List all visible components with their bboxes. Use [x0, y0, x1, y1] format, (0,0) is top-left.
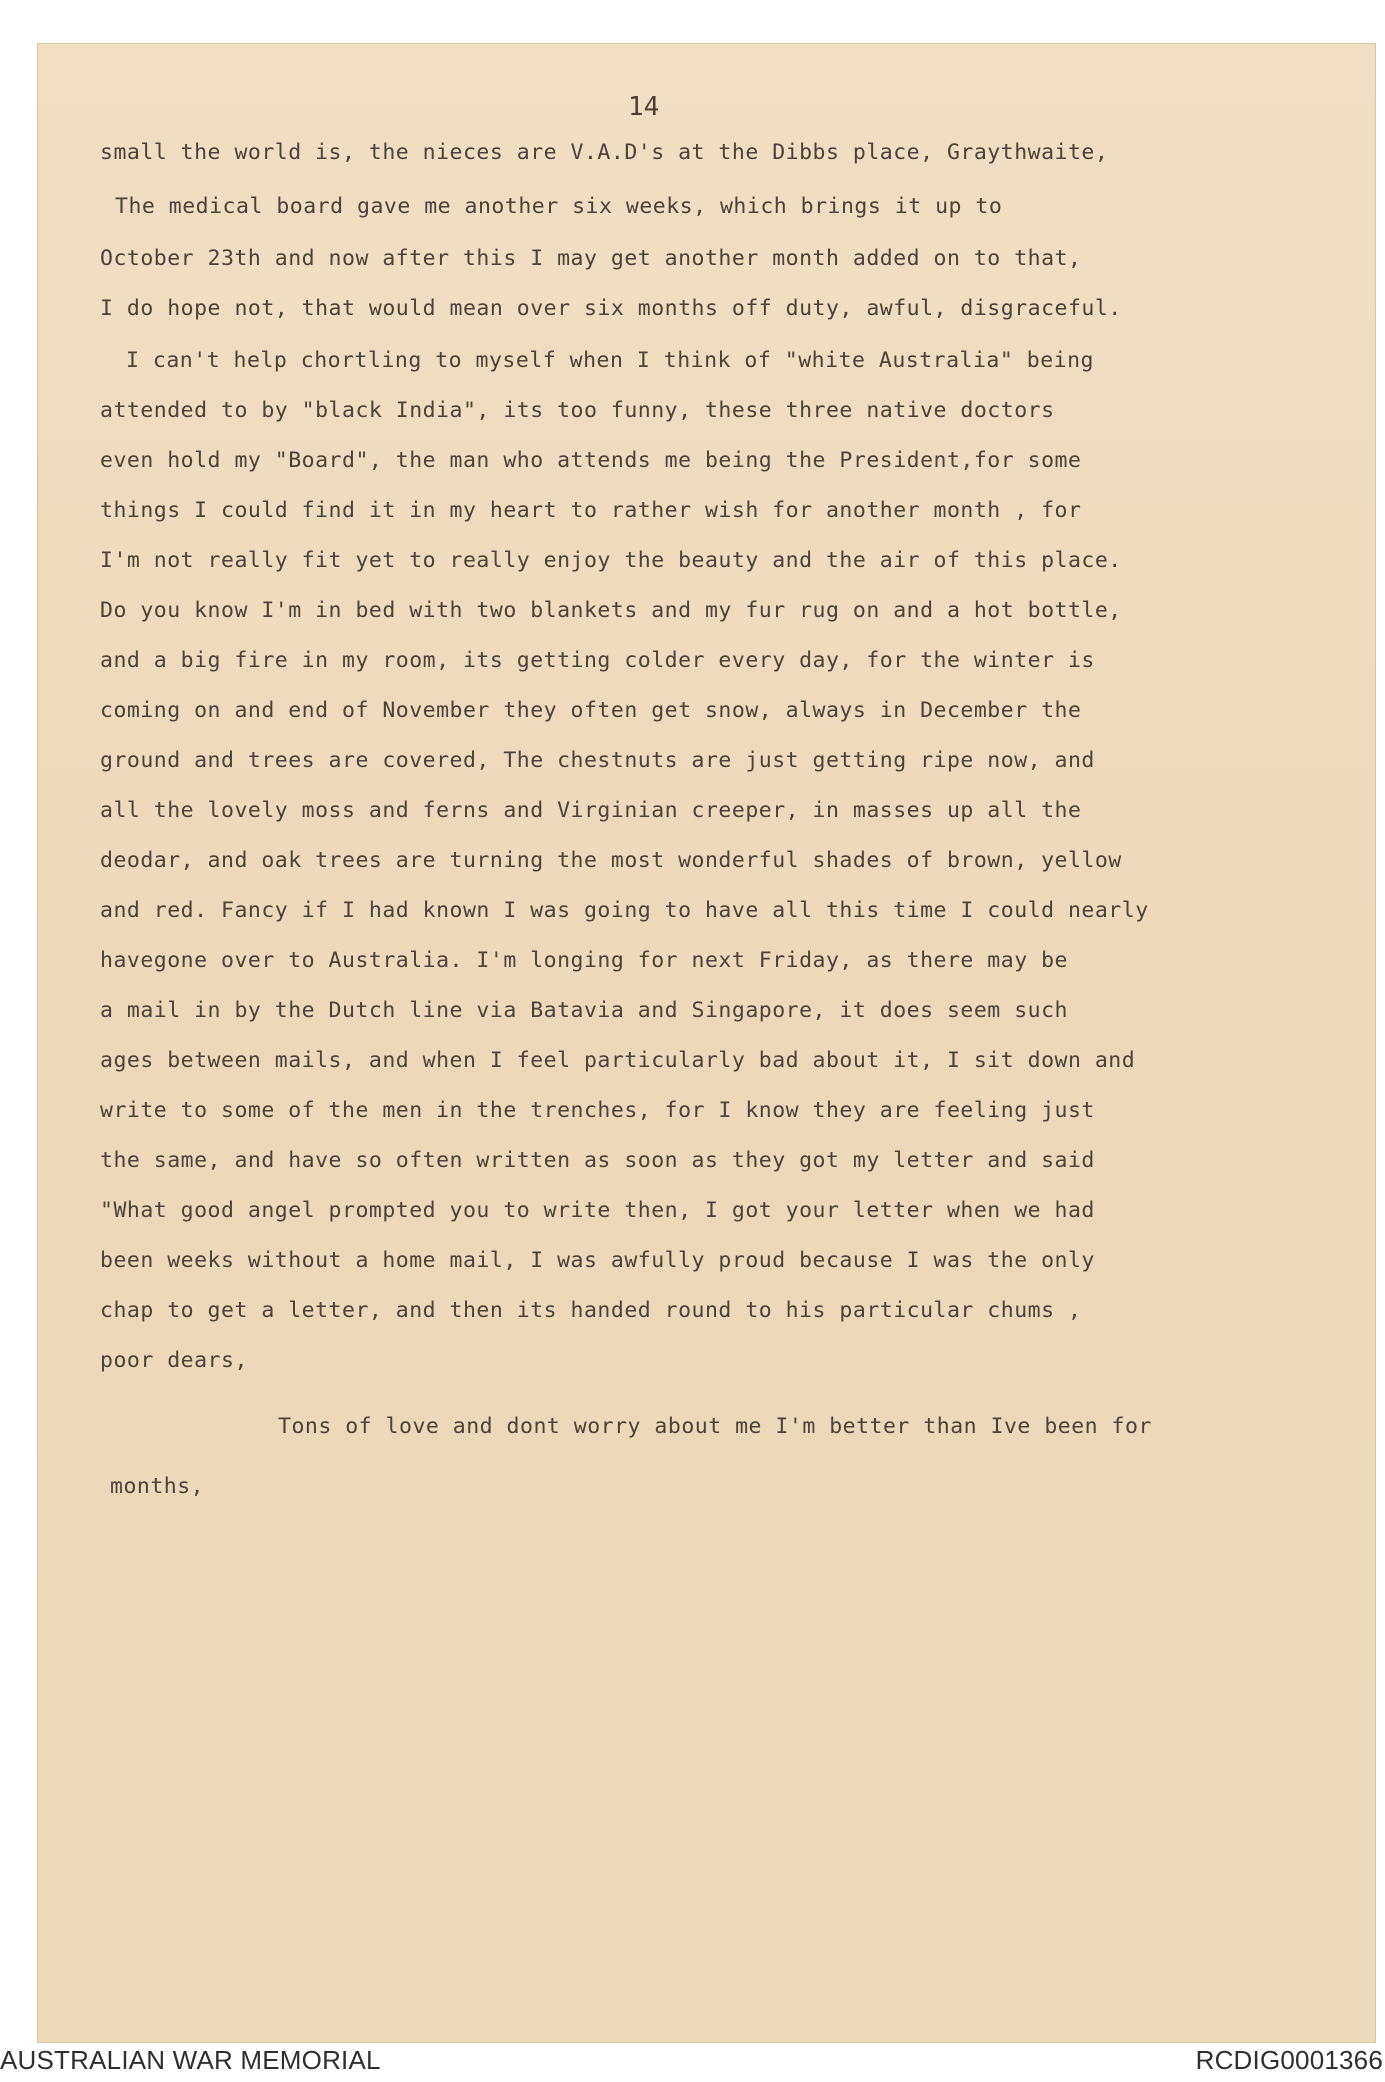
text-line: The medical board gave me another six weeks, which brings it up to — [115, 194, 1003, 219]
text-line: even hold my "Board", the man who attends me being the President,for some — [100, 448, 1082, 473]
text-line: "What good angel prompted you to write then, I got your letter when we had — [100, 1198, 1095, 1223]
text-line: small the world is, the nieces are V.A.D's at the Dibbs place, Graythwaite, — [100, 140, 1109, 165]
text-line: attended to by "black India", its too funny, these three native doctors — [100, 398, 1055, 423]
text-line: deodar, and oak trees are turning the most wonderful shades of brown, yellow — [100, 848, 1122, 873]
text-line: havegone over to Australia. I'm longing for next Friday, as there may be — [100, 948, 1068, 973]
text-line: all the lovely moss and ferns and Virginian creeper, in masses up all the — [100, 798, 1082, 823]
page-number: 14 — [628, 92, 660, 122]
footer-source-label: AUSTRALIAN WAR MEMORIAL — [0, 2045, 381, 2075]
text-line: poor dears, — [100, 1348, 248, 1373]
text-line: and a big fire in my room, its getting colder every day, for the winter is — [100, 648, 1095, 673]
text-line: write to some of the men in the trenches, for I know they are feeling just — [100, 1098, 1095, 1123]
text-line: a mail in by the Dutch line via Batavia and Singapore, it does seem such — [100, 998, 1068, 1023]
text-line: I do hope not, that would mean over six months off duty, awful, disgraceful. — [100, 296, 1122, 321]
text-line: Tons of love and dont worry about me I'm better than Ive been for — [278, 1414, 1152, 1439]
text-line: been weeks without a home mail, I was awfully proud because I was the only — [100, 1248, 1095, 1273]
text-line: Do you know I'm in bed with two blankets and my fur rug on and a hot bottle, — [100, 598, 1122, 623]
text-line: the same, and have so often written as soon as they got my letter and said — [100, 1148, 1095, 1173]
text-line: coming on and end of November they often get snow, always in December the — [100, 698, 1082, 723]
text-line: chap to get a letter, and then its handed round to his particular chums , — [100, 1298, 1082, 1323]
text-line: I can't help chortling to myself when I think of "white Australia" being — [126, 348, 1094, 373]
text-line: and red. Fancy if I had known I was going to have all this time I could nearly — [100, 898, 1149, 923]
document-page — [38, 44, 1375, 2042]
footer-id-label: RCDIG0001366 — [1195, 2045, 1383, 2075]
text-line: ages between mails, and when I feel particularly bad about it, I sit down and — [100, 1048, 1136, 1073]
text-line: I'm not really fit yet to really enjoy the beauty and the air of this place. — [100, 548, 1122, 573]
text-line: months, — [110, 1474, 205, 1499]
text-line: ground and trees are covered, The chestnuts are just getting ripe now, and — [100, 748, 1095, 773]
text-line: things I could find it in my heart to rather wish for another month , for — [100, 498, 1082, 523]
text-line: October 23th and now after this I may get another month added on to that, — [100, 246, 1082, 271]
